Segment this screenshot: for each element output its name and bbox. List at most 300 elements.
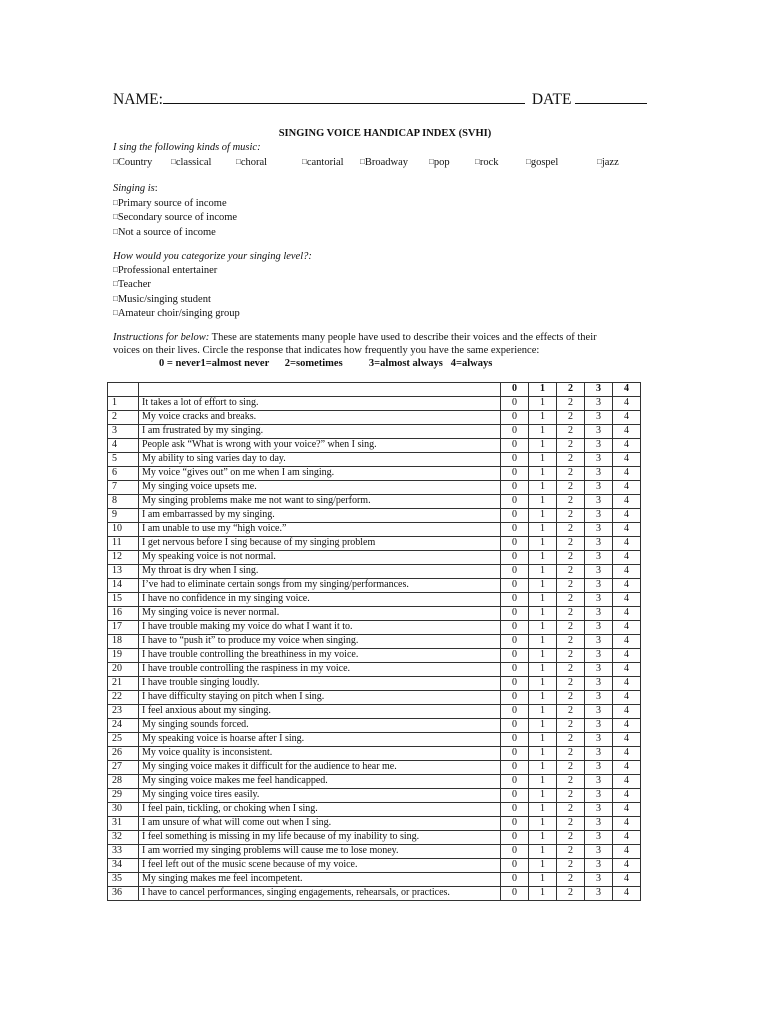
table-row	[108, 467, 641, 481]
item-statement: I have no confidence in my singing voice.	[139, 593, 501, 607]
item-statement: My singing problems make me not want to sing/perform.	[139, 495, 501, 509]
item-statement: I am embarrassed by my singing.	[139, 509, 501, 523]
response-option-1[interactable]: 1	[529, 803, 557, 817]
singing-is-option[interactable]	[113, 225, 237, 239]
item-number: 2	[108, 411, 139, 425]
response-option-4[interactable]: 4	[613, 481, 641, 495]
checkbox-icon[interactable]: □	[171, 157, 176, 166]
music-option-jazz[interactable]	[597, 155, 619, 169]
item-number: 15	[108, 593, 139, 607]
response-option-2[interactable]: 2	[557, 551, 585, 565]
option-label: Professional entertainer	[117, 265, 218, 276]
response-option-3[interactable]: 3	[585, 509, 613, 523]
response-option-0[interactable]: 0	[501, 677, 529, 691]
response-option-4[interactable]: 4	[613, 593, 641, 607]
response-option-2[interactable]: 2	[557, 523, 585, 537]
response-option-2[interactable]: 2	[557, 887, 585, 901]
music-option-choral[interactable]	[236, 155, 267, 169]
item-statement: I am worried my singing problems will cause me to lose money.	[139, 845, 501, 859]
response-option-0[interactable]: 0	[501, 845, 529, 859]
table-row	[108, 509, 641, 523]
response-option-0[interactable]: 0	[501, 467, 529, 481]
response-option-4[interactable]: 4	[613, 425, 641, 439]
checkbox-icon[interactable]: □	[597, 157, 602, 166]
response-option-3[interactable]: 3	[585, 635, 613, 649]
response-option-0[interactable]: 0	[501, 509, 529, 523]
response-option-2[interactable]: 2	[557, 579, 585, 593]
response-option-4[interactable]: 4	[613, 775, 641, 789]
item-number: 36	[108, 887, 139, 901]
item-number: 5	[108, 453, 139, 467]
response-option-2[interactable]: 2	[557, 467, 585, 481]
music-option-cantorial[interactable]	[302, 155, 344, 169]
response-option-3[interactable]: 3	[585, 719, 613, 733]
singing-is-colon: :	[154, 183, 158, 194]
singing-is-option[interactable]	[113, 210, 237, 224]
item-statement: My singing voice makes it difficult for the audience to hear me.	[139, 761, 501, 775]
response-option-3[interactable]: 3	[585, 663, 613, 677]
instructions	[113, 331, 597, 344]
response-option-0[interactable]: 0	[501, 873, 529, 887]
item-statement: I have trouble controlling the breathiness in my voice.	[139, 649, 501, 663]
response-option-4[interactable]: 4	[613, 635, 641, 649]
response-option-4[interactable]: 4	[613, 551, 641, 565]
response-option-1[interactable]: 1	[529, 789, 557, 803]
music-option-label: cantorial	[306, 157, 344, 168]
option-label: Primary source of income	[117, 198, 227, 209]
response-option-1[interactable]: 1	[529, 733, 557, 747]
singing-is-prompt	[113, 182, 158, 195]
response-option-2[interactable]: 2	[557, 425, 585, 439]
response-option-3[interactable]: 3	[585, 831, 613, 845]
response-option-4[interactable]: 4	[613, 677, 641, 691]
response-option-4[interactable]: 4	[613, 789, 641, 803]
response-option-0[interactable]: 0	[501, 705, 529, 719]
response-option-3[interactable]: 3	[585, 747, 613, 761]
response-option-3[interactable]: 3	[585, 467, 613, 481]
response-option-0[interactable]: 0	[501, 691, 529, 705]
response-option-2[interactable]: 2	[557, 859, 585, 873]
response-option-3[interactable]: 3	[585, 607, 613, 621]
table-row	[108, 425, 641, 439]
response-option-2[interactable]: 2	[557, 481, 585, 495]
response-option-2[interactable]: 2	[557, 719, 585, 733]
response-option-3[interactable]: 3	[585, 551, 613, 565]
item-number: 23	[108, 705, 139, 719]
response-option-0[interactable]: 0	[501, 887, 529, 901]
response-option-0[interactable]: 0	[501, 397, 529, 411]
instructions-text-1: These are statements many people have used to describe their voices and the effects of their	[209, 332, 597, 343]
table-row	[108, 663, 641, 677]
item-number: 19	[108, 649, 139, 663]
response-option-4[interactable]: 4	[613, 523, 641, 537]
response-option-1[interactable]: 1	[529, 453, 557, 467]
response-option-2[interactable]: 2	[557, 453, 585, 467]
response-option-4[interactable]: 4	[613, 607, 641, 621]
response-option-0[interactable]: 0	[501, 803, 529, 817]
response-option-1[interactable]: 1	[529, 425, 557, 439]
checkbox-icon[interactable]: □	[113, 198, 118, 207]
table-row	[108, 887, 641, 901]
checkbox-icon[interactable]: □	[113, 293, 118, 303]
response-option-3[interactable]: 3	[585, 677, 613, 691]
item-statement: My singing voice upsets me.	[139, 481, 501, 495]
response-option-4[interactable]: 4	[613, 439, 641, 453]
response-option-1[interactable]: 1	[529, 411, 557, 425]
item-statement: I have difficulty staying on pitch when I sing.	[139, 691, 501, 705]
music-option-label: rock	[479, 157, 499, 168]
response-option-0[interactable]: 0	[501, 831, 529, 845]
response-option-4[interactable]: 4	[613, 495, 641, 509]
level-option[interactable]	[113, 292, 240, 306]
response-option-1[interactable]: 1	[529, 691, 557, 705]
response-option-2[interactable]: 2	[557, 509, 585, 523]
response-option-1[interactable]: 1	[529, 579, 557, 593]
response-option-4[interactable]: 4	[613, 845, 641, 859]
response-option-2[interactable]: 2	[557, 537, 585, 551]
response-option-0[interactable]: 0	[501, 481, 529, 495]
response-option-0[interactable]: 0	[501, 775, 529, 789]
item-statement: I feel pain, tickling, or choking when I sing.	[139, 803, 501, 817]
item-number: 27	[108, 761, 139, 775]
response-option-3[interactable]: 3	[585, 523, 613, 537]
response-option-4[interactable]: 4	[613, 761, 641, 775]
response-option-2[interactable]: 2	[557, 635, 585, 649]
music-option-broadway[interactable]	[360, 155, 408, 169]
item-number: 8	[108, 495, 139, 509]
table-row	[108, 481, 641, 495]
checkbox-icon[interactable]: □	[526, 157, 531, 166]
table-row	[108, 439, 641, 453]
form-title: SINGING VOICE HANDICAP INDEX (SVHI)	[278, 128, 492, 139]
response-option-1[interactable]: 1	[529, 397, 557, 411]
response-option-0[interactable]: 0	[501, 453, 529, 467]
response-option-0[interactable]: 0	[501, 663, 529, 677]
response-option-1[interactable]: 1	[529, 817, 557, 831]
item-number: 11	[108, 537, 139, 551]
response-option-2[interactable]: 2	[557, 705, 585, 719]
response-option-0[interactable]: 0	[501, 621, 529, 635]
response-option-2[interactable]: 2	[557, 747, 585, 761]
response-option-1[interactable]: 1	[529, 439, 557, 453]
response-option-4[interactable]: 4	[613, 873, 641, 887]
checkbox-icon[interactable]: □	[360, 157, 365, 166]
item-statement: I have to “push it” to produce my voice when singing.	[139, 635, 501, 649]
checkbox-icon[interactable]: □	[113, 279, 118, 289]
table-row	[108, 789, 641, 803]
response-option-1[interactable]: 1	[529, 621, 557, 635]
response-option-2[interactable]: 2	[557, 845, 585, 859]
checkbox-icon[interactable]: □	[302, 157, 307, 166]
response-option-3[interactable]: 3	[585, 621, 613, 635]
response-option-1[interactable]: 1	[529, 509, 557, 523]
column-header: 2	[557, 383, 585, 397]
response-option-2[interactable]: 2	[557, 663, 585, 677]
response-option-3[interactable]: 3	[585, 705, 613, 719]
item-number: 25	[108, 733, 139, 747]
response-option-4[interactable]: 4	[613, 453, 641, 467]
response-option-0[interactable]: 0	[501, 439, 529, 453]
response-option-1[interactable]: 1	[529, 887, 557, 901]
response-option-1[interactable]: 1	[529, 481, 557, 495]
response-option-4[interactable]: 4	[613, 537, 641, 551]
response-option-3[interactable]: 3	[585, 565, 613, 579]
response-option-1[interactable]: 1	[529, 649, 557, 663]
response-option-0[interactable]: 0	[501, 635, 529, 649]
response-option-3[interactable]: 3	[585, 761, 613, 775]
item-statement: People ask “What is wrong with your voice?” when I sing.	[139, 439, 501, 453]
response-option-3[interactable]: 3	[585, 593, 613, 607]
item-number: 29	[108, 789, 139, 803]
response-option-0[interactable]: 0	[501, 551, 529, 565]
singing-is-label: Singing is	[113, 183, 155, 194]
music-option-classical[interactable]	[171, 155, 211, 169]
response-option-1[interactable]: 1	[529, 635, 557, 649]
response-option-4[interactable]: 4	[613, 803, 641, 817]
table-row	[108, 411, 641, 425]
response-option-1[interactable]: 1	[529, 663, 557, 677]
table-row	[108, 873, 641, 887]
response-option-0[interactable]: 0	[501, 607, 529, 621]
response-option-1[interactable]: 1	[529, 607, 557, 621]
music-option-country[interactable]	[113, 155, 152, 169]
response-option-1[interactable]: 1	[529, 719, 557, 733]
response-option-1[interactable]: 1	[529, 677, 557, 691]
response-option-4[interactable]: 4	[613, 467, 641, 481]
response-option-4[interactable]: 4	[613, 817, 641, 831]
table-row	[108, 859, 641, 873]
response-option-3[interactable]: 3	[585, 859, 613, 873]
response-option-1[interactable]: 1	[529, 705, 557, 719]
response-option-3[interactable]: 3	[585, 495, 613, 509]
response-option-0[interactable]: 0	[501, 649, 529, 663]
response-option-4[interactable]: 4	[613, 691, 641, 705]
response-option-2[interactable]: 2	[557, 733, 585, 747]
item-number: 32	[108, 831, 139, 845]
checkbox-icon[interactable]: □	[236, 157, 241, 166]
checkbox-icon[interactable]: □	[113, 308, 118, 318]
response-scale: 0 = never1=almost never 2=sometimes 3=almost always 4=always	[159, 358, 493, 369]
response-option-2[interactable]: 2	[557, 789, 585, 803]
response-option-1[interactable]: 1	[529, 551, 557, 565]
response-option-2[interactable]: 2	[557, 803, 585, 817]
response-option-2[interactable]: 2	[557, 831, 585, 845]
item-number: 4	[108, 439, 139, 453]
level-option[interactable]	[113, 263, 240, 277]
response-option-0[interactable]: 0	[501, 593, 529, 607]
response-option-0[interactable]: 0	[501, 761, 529, 775]
music-option-label: pop	[433, 157, 450, 168]
response-option-2[interactable]: 2	[557, 397, 585, 411]
response-option-3[interactable]: 3	[585, 649, 613, 663]
music-option-label: classical	[175, 157, 212, 168]
item-number: 22	[108, 691, 139, 705]
response-option-3[interactable]: 3	[585, 579, 613, 593]
response-option-4[interactable]: 4	[613, 411, 641, 425]
checkbox-icon[interactable]: □	[113, 212, 118, 222]
response-option-2[interactable]: 2	[557, 677, 585, 691]
singing-is-option[interactable]	[113, 196, 237, 210]
option-label: Secondary source of income	[117, 212, 238, 224]
item-statement: I have to cancel performances, singing engagements, rehearsals, or practices.	[139, 887, 501, 901]
level-option[interactable]	[113, 306, 240, 320]
checkbox-icon[interactable]: □	[429, 157, 434, 166]
response-option-2[interactable]: 2	[557, 691, 585, 705]
response-option-3[interactable]: 3	[585, 691, 613, 705]
response-option-3[interactable]: 3	[585, 817, 613, 831]
response-option-0[interactable]: 0	[501, 425, 529, 439]
table-row	[108, 551, 641, 565]
response-option-3[interactable]: 3	[585, 411, 613, 425]
response-option-4[interactable]: 4	[613, 621, 641, 635]
response-option-1[interactable]: 1	[529, 523, 557, 537]
item-statement: My speaking voice is hoarse after I sing.	[139, 733, 501, 747]
item-number: 28	[108, 775, 139, 789]
response-option-1[interactable]: 1	[529, 859, 557, 873]
item-number: 12	[108, 551, 139, 565]
response-option-3[interactable]: 3	[585, 537, 613, 551]
response-option-1[interactable]: 1	[529, 467, 557, 481]
response-option-2[interactable]: 2	[557, 621, 585, 635]
response-option-3[interactable]: 3	[585, 439, 613, 453]
response-option-4[interactable]: 4	[613, 509, 641, 523]
response-option-4[interactable]: 4	[613, 397, 641, 411]
table-row	[108, 845, 641, 859]
response-option-4[interactable]: 4	[613, 579, 641, 593]
name-field[interactable]	[163, 90, 525, 104]
response-option-0[interactable]: 0	[501, 859, 529, 873]
response-option-1[interactable]: 1	[529, 565, 557, 579]
checkbox-icon[interactable]: □	[113, 157, 118, 166]
response-option-2[interactable]: 2	[557, 607, 585, 621]
response-option-1[interactable]: 1	[529, 747, 557, 761]
response-option-4[interactable]: 4	[613, 719, 641, 733]
response-option-4[interactable]: 4	[613, 887, 641, 901]
response-option-3[interactable]: 3	[585, 397, 613, 411]
response-option-1[interactable]: 1	[529, 537, 557, 551]
response-option-0[interactable]: 0	[501, 411, 529, 425]
response-option-3[interactable]: 3	[585, 845, 613, 859]
response-option-2[interactable]: 2	[557, 411, 585, 425]
response-option-0[interactable]: 0	[501, 747, 529, 761]
response-option-3[interactable]: 3	[585, 887, 613, 901]
music-option-rock[interactable]	[475, 155, 499, 169]
music-option-label: Country	[117, 157, 153, 168]
checkbox-icon[interactable]: □	[475, 157, 480, 166]
response-option-0[interactable]: 0	[501, 537, 529, 551]
item-statement: I am unable to use my “high voice.”	[139, 523, 501, 537]
table-row	[108, 719, 641, 733]
table-row	[108, 775, 641, 789]
response-option-4[interactable]: 4	[613, 859, 641, 873]
response-option-3[interactable]: 3	[585, 425, 613, 439]
item-statement: It takes a lot of effort to sing.	[139, 397, 501, 411]
response-option-3[interactable]: 3	[585, 873, 613, 887]
music-option-pop[interactable]	[429, 155, 450, 169]
item-statement: My singing voice makes me feel handicapped.	[139, 775, 501, 789]
response-option-1[interactable]: 1	[529, 495, 557, 509]
response-option-2[interactable]: 2	[557, 649, 585, 663]
date-field[interactable]	[575, 90, 647, 104]
response-option-2[interactable]: 2	[557, 593, 585, 607]
response-option-4[interactable]: 4	[613, 733, 641, 747]
response-option-0[interactable]: 0	[501, 495, 529, 509]
level-option[interactable]	[113, 277, 240, 291]
response-option-4[interactable]: 4	[613, 747, 641, 761]
instructions-text-2: voices on their lives. Circle the response that indicates how frequently you have the same experience:	[113, 345, 540, 356]
item-number: 1	[108, 397, 139, 411]
table-row	[108, 579, 641, 593]
table-row	[108, 733, 641, 747]
response-option-0[interactable]: 0	[501, 789, 529, 803]
response-option-3[interactable]: 3	[585, 789, 613, 803]
response-option-1[interactable]: 1	[529, 845, 557, 859]
response-option-2[interactable]: 2	[557, 761, 585, 775]
response-option-0[interactable]: 0	[501, 733, 529, 747]
item-statement: I feel left out of the music scene because of my voice.	[139, 859, 501, 873]
response-option-1[interactable]: 1	[529, 761, 557, 775]
level-options	[113, 263, 240, 321]
response-option-0[interactable]: 0	[501, 817, 529, 831]
item-statement: I have trouble singing loudly.	[139, 677, 501, 691]
checkbox-icon[interactable]: □	[113, 226, 118, 236]
response-option-3[interactable]: 3	[585, 481, 613, 495]
response-option-0[interactable]: 0	[501, 719, 529, 733]
response-option-1[interactable]: 1	[529, 831, 557, 845]
response-option-2[interactable]: 2	[557, 495, 585, 509]
item-number: 34	[108, 859, 139, 873]
item-number: 6	[108, 467, 139, 481]
music-option-gospel[interactable]	[526, 155, 558, 169]
response-option-1[interactable]: 1	[529, 593, 557, 607]
table-row	[108, 495, 641, 509]
response-option-4[interactable]: 4	[613, 565, 641, 579]
item-statement: My voice cracks and breaks.	[139, 411, 501, 425]
response-option-4[interactable]: 4	[613, 831, 641, 845]
table-row	[108, 565, 641, 579]
item-number: 3	[108, 425, 139, 439]
response-option-2[interactable]: 2	[557, 817, 585, 831]
response-option-3[interactable]: 3	[585, 775, 613, 789]
response-option-4[interactable]: 4	[613, 649, 641, 663]
response-option-0[interactable]: 0	[501, 523, 529, 537]
response-option-2[interactable]: 2	[557, 565, 585, 579]
response-option-3[interactable]: 3	[585, 803, 613, 817]
singing-is-options	[113, 196, 237, 239]
response-option-4[interactable]: 4	[613, 663, 641, 677]
response-option-1[interactable]: 1	[529, 873, 557, 887]
response-option-2[interactable]: 2	[557, 873, 585, 887]
response-option-2[interactable]: 2	[557, 775, 585, 789]
item-statement: I’ve had to eliminate certain songs from my singing/performances.	[139, 579, 501, 593]
response-option-4[interactable]: 4	[613, 705, 641, 719]
response-option-3[interactable]: 3	[585, 733, 613, 747]
response-option-2[interactable]: 2	[557, 439, 585, 453]
item-number: 10	[108, 523, 139, 537]
item-number: 30	[108, 803, 139, 817]
item-number: 31	[108, 817, 139, 831]
response-option-1[interactable]: 1	[529, 775, 557, 789]
table-header-row	[108, 383, 641, 397]
response-option-0[interactable]: 0	[501, 579, 529, 593]
response-option-3[interactable]: 3	[585, 453, 613, 467]
table-row	[108, 537, 641, 551]
response-option-0[interactable]: 0	[501, 565, 529, 579]
item-statement: I am frustrated by my singing.	[139, 425, 501, 439]
column-header	[139, 383, 501, 397]
checkbox-icon[interactable]: □	[113, 265, 118, 274]
item-statement: My voice “gives out” on me when I am singing.	[139, 467, 501, 481]
